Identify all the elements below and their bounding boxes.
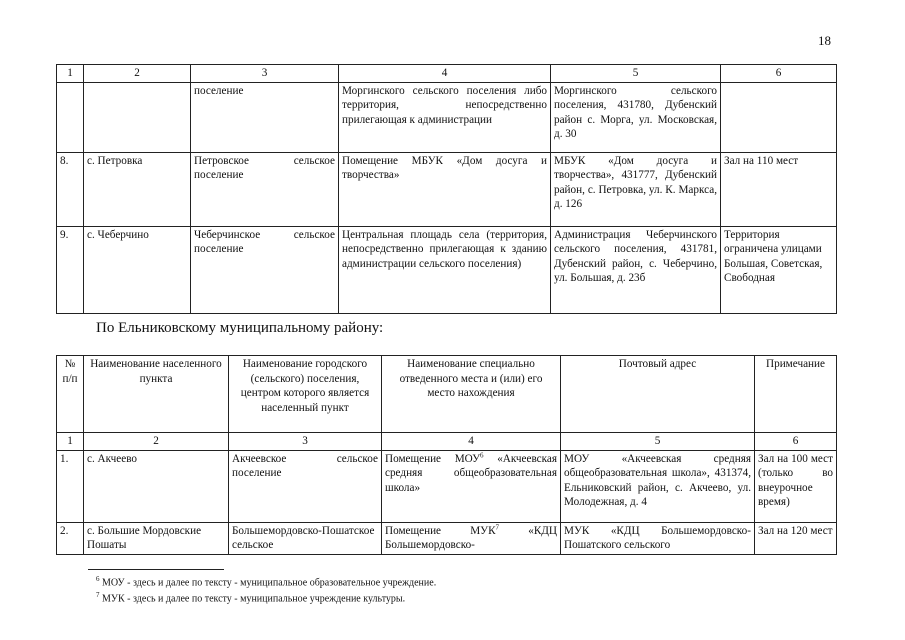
- footnote-ref-7: 7: [495, 522, 500, 531]
- designated-place: [382, 450, 561, 522]
- municipality-name: Большемордовско-Пошатское сельское: [229, 522, 382, 554]
- place-rest: «Акчеевская средняя общеобразовательная школа»: [385, 452, 557, 494]
- col-number-4: 4: [382, 433, 561, 451]
- polling-places-table: [56, 355, 837, 555]
- settlement-name: [84, 82, 191, 152]
- footnote-text: МУК - здесь и далее по тексту - муниципальное учреждение культуры.: [102, 593, 406, 605]
- place-prefix: Помещение МУК: [385, 524, 496, 537]
- postal-address: МБУК «Дом досуга и творчества», 431777, Дубенский район, с. Петровка, ул. К. Маркса, д. 126: [551, 152, 721, 226]
- header-row: [57, 356, 837, 433]
- row-number: 1.: [57, 450, 84, 522]
- col-number-4: 4: [339, 65, 551, 83]
- column-number-row: [57, 65, 837, 83]
- designated-place: Центральная площадь села (территория, непосредственно прилегающая к зданию администрации сельского поселения): [339, 226, 551, 313]
- table-row: [57, 226, 837, 313]
- col-number-5: 5: [561, 433, 755, 451]
- footnote-6: [96, 575, 436, 588]
- note: [721, 82, 837, 152]
- col-number-3: 3: [191, 65, 339, 83]
- place-rest: «КДЦ Большемордовско-: [385, 524, 557, 551]
- col-number-2: 2: [84, 433, 229, 451]
- table-row: [57, 450, 837, 522]
- settlement-name: с. Акчеево: [84, 450, 229, 522]
- header-note: Примечание: [755, 356, 837, 433]
- footnote-ref-6: 6: [480, 450, 484, 459]
- header-place: Наименование специально отведенного места и (или) его место нахождения: [382, 356, 561, 433]
- table-row: [57, 82, 837, 152]
- header-municipality: Наименование городского (сельского) поселения, центром которого является населенный пункт: [229, 356, 382, 433]
- designated-place: Моргинского сельского поселения либо территория, непосредственно прилегающая к администрации: [339, 82, 551, 152]
- section-heading: По Ельниковскому муниципальному району:: [96, 320, 384, 336]
- postal-address: Администрация Чеберчинского сельского поселения, 431781, Дубенский район, с. Чеберчино, ул. Большая, д. 23б: [551, 226, 721, 313]
- footnote-separator: [88, 569, 224, 570]
- place-prefix: Помещение МОУ: [385, 452, 481, 465]
- polling-places-table-continued: [56, 64, 837, 314]
- designated-place: [382, 522, 561, 554]
- municipality-name: поселение: [191, 82, 339, 152]
- postal-address: МУК «КДЦ Большемордовско-Пошатского сельского: [561, 522, 755, 554]
- row-number: [57, 82, 84, 152]
- settlement-name: с. Петровка: [84, 152, 191, 226]
- col-number-3: 3: [229, 433, 382, 451]
- note: Зал на 120 мест: [755, 522, 837, 554]
- row-number: 2.: [57, 522, 84, 554]
- col-number-1: 1: [57, 65, 84, 83]
- col-number-1: 1: [57, 433, 84, 451]
- footnote-text: МОУ - здесь и далее по тексту - муниципальное образовательное учреждение.: [102, 577, 437, 589]
- postal-address: МОУ «Акчеевская средняя общеобразовательная школа», 431374, Ельниковский район, с. Акчеево, ул. Молодежная, д. 4: [561, 450, 755, 522]
- row-number: 8.: [57, 152, 84, 226]
- header-address: Почтовый адрес: [561, 356, 755, 433]
- footnote-mark: 7: [96, 591, 100, 599]
- settlement-name: с. Большие Мордовские Пошаты: [84, 522, 229, 554]
- column-number-row: [57, 433, 837, 451]
- postal-address: Моргинского сельского поселения, 431780, Дубенский район с. Морга, ул. Московская, д. 30: [551, 82, 721, 152]
- col-number-2: 2: [84, 65, 191, 83]
- table-row: [57, 152, 837, 226]
- header-number: № п/п: [57, 356, 84, 433]
- footnote-7: [96, 591, 405, 604]
- row-number: 9.: [57, 226, 84, 313]
- col-number-6: 6: [755, 433, 837, 451]
- footnote-mark: 6: [96, 575, 100, 583]
- note: Зал на 110 мест: [721, 152, 837, 226]
- municipality-name: Чеберчинское сельское поселение: [191, 226, 339, 313]
- note: Зал на 100 мест (только во внеурочное время): [755, 450, 837, 522]
- settlement-name: с. Чеберчино: [84, 226, 191, 313]
- municipality-name: Акчеевское сельское поселение: [229, 450, 382, 522]
- page-number: 18: [818, 33, 831, 48]
- col-number-5: 5: [551, 65, 721, 83]
- col-number-6: 6: [721, 65, 837, 83]
- table-row: [57, 522, 837, 554]
- note: Территория ограничена улицами Большая, Советская, Свободная: [721, 226, 837, 313]
- municipality-name: Петровское сельское поселение: [191, 152, 339, 226]
- designated-place: Помещение МБУК «Дом досуга и творчества»: [339, 152, 551, 226]
- header-settlement: Наименование населенного пункта: [84, 356, 229, 433]
